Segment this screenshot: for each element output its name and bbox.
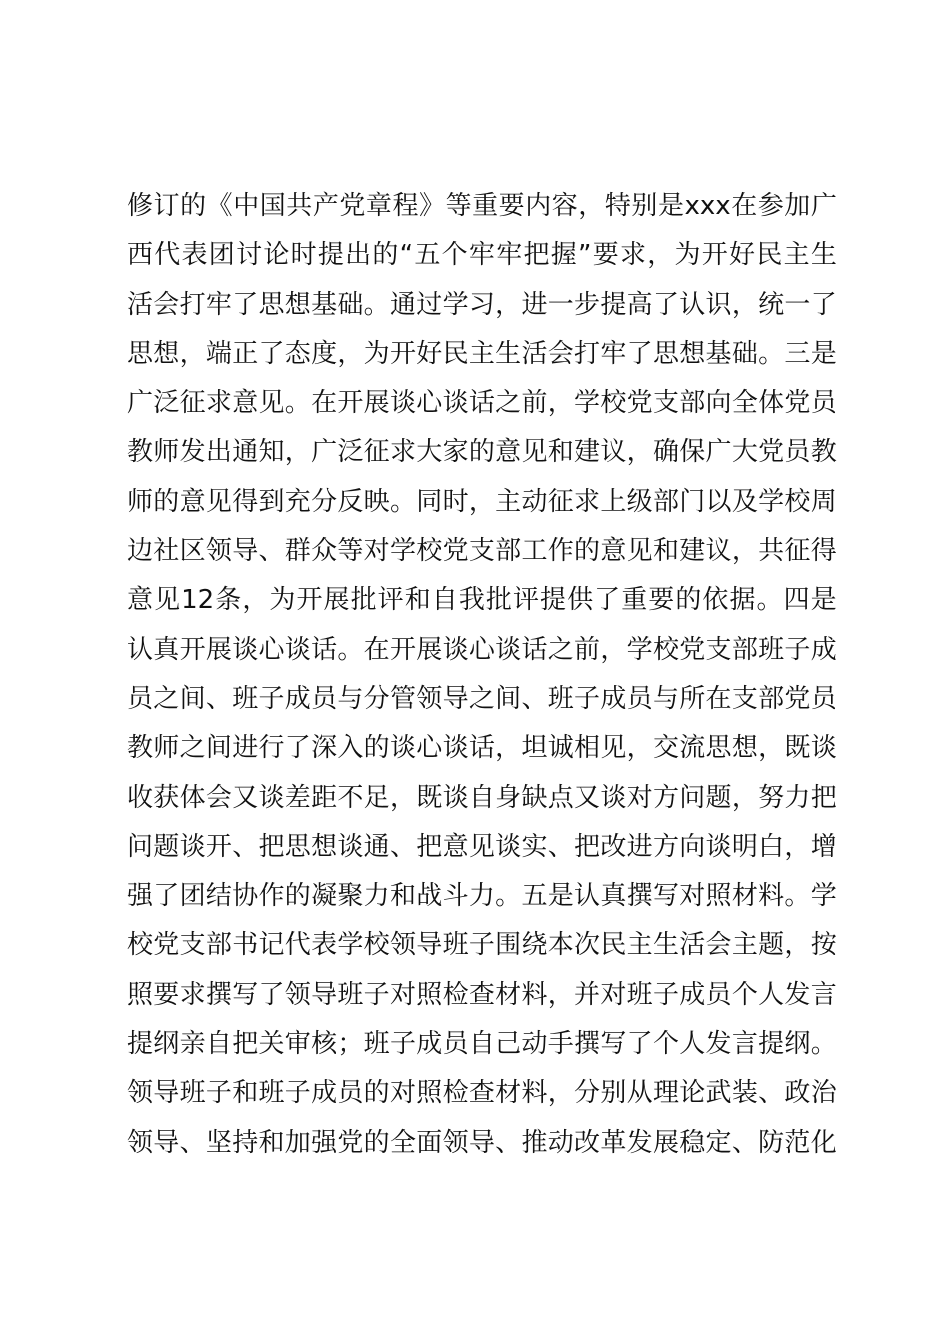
text-line: 思 想 ， 端 正 了 态 度 ， 为 开 好 民 主 生 活 会 打 牢 了 思 想 基 础 。 三 是 [127,338,837,369]
text-line: 领 导 班 子 和 班 子 成 员 的 对 照 检 查 材 料 ， 分 别 从 理 论 武 装 、 政 治 [127,1078,837,1109]
text-line: 校 党 支 部 书 记 代 表 学 校 领 导 班 子 围 绕 本 次 民 主 生 活 会 主 题 ， 按 [127,930,837,961]
text-line: 员 之 间 、 班 子 成 员 与 分 管 领 导 之 间 、 班 子 成 员 与 所 在 支 部 党 员 [127,683,837,714]
text-line: 提 纲 亲 自 把 关 审 核 ； 班 子 成 员 自 己 动 手 撰 写 了 个 人 发 言 提 纲 。 [127,1029,837,1060]
text-line: 边 社 区 领 导 、 群 众 等 对 学 校 党 支 部 工 作 的 意 见 和 建 议 ， 共 征 得 [127,536,837,567]
text-line: 广 泛 征 求 意 见 。 在 开 展 谈 心 谈 话 之 前 ， 学 校 党 支 部 向 全 体 党 员 [127,388,837,419]
text-line: 强 了 团 结 协 作 的 凝 聚 力 和 战 斗 力 。 五 是 认 真 撰 写 对 照 材 料 。 学 [127,881,837,912]
text-line: 照 要 求 撰 写 了 领 导 班 子 对 照 检 查 材 料 ， 并 对 班 子 成 员 个 人 发 言 [127,979,837,1010]
text-line: 领 导 、 坚 持 和 加 强 党 的 全 面 领 导 、 推 动 改 革 发 展 稳 定 、 防 范 化 [127,1127,837,1158]
text-line: 收 获 体 会 又 谈 差 距 不 足 ， 既 谈 自 身 缺 点 又 谈 对 方 问 题 ， 努 力 把 [127,782,837,813]
text-line: 意 见 12 条 ， 为 开 展 批 评 和 自 我 批 评 提 供 了 重 要 的 依 据 。 四 是 [127,585,837,616]
text-line: 修 订 的 《 中 国 共 产 党 章 程 》 等 重 要 内 容 ， 特 别 是 xxx 在 参 加 广 [127,191,837,221]
text-line: 教 师 之 间 进 行 了 深 入 的 谈 心 谈 话 ， 坦 诚 相 见 ， 交 流 思 想 ， 既 谈 [127,733,837,764]
text-line: 认 真 开 展 谈 心 谈 话 。 在 开 展 谈 心 谈 话 之 前 ， 学 校 党 支 部 班 子 成 [127,634,837,665]
text-line: 活 会 打 牢 了 思 想 基 础 。 通 过 学 习 ， 进 一 步 提 高 了 认 识 ， 统 一 了 [127,289,837,320]
body-text [127,182,837,1168]
text-line: 问 题 谈 开 、 把 思 想 谈 通 、 把 意 见 谈 实 、 把 改 进 方 向 谈 明 白 ， 增 [127,831,837,862]
text-line: 师 的 意 见 得 到 充 分 反 映 。 同 时 ， 主 动 征 求 上 级 部 门 以 及 学 校 周 [127,486,837,517]
text-line: 西 代 表 团 讨 论 时 提 出 的 “ 五 个 牢 牢 把 握 ” 要 求 ， 为 开 好 民 主 生 [127,240,837,271]
text-line: 教 师 发 出 通 知 ， 广 泛 征 求 大 家 的 意 见 和 建 议 ， 确 保 广 大 党 员 教 [127,437,837,468]
